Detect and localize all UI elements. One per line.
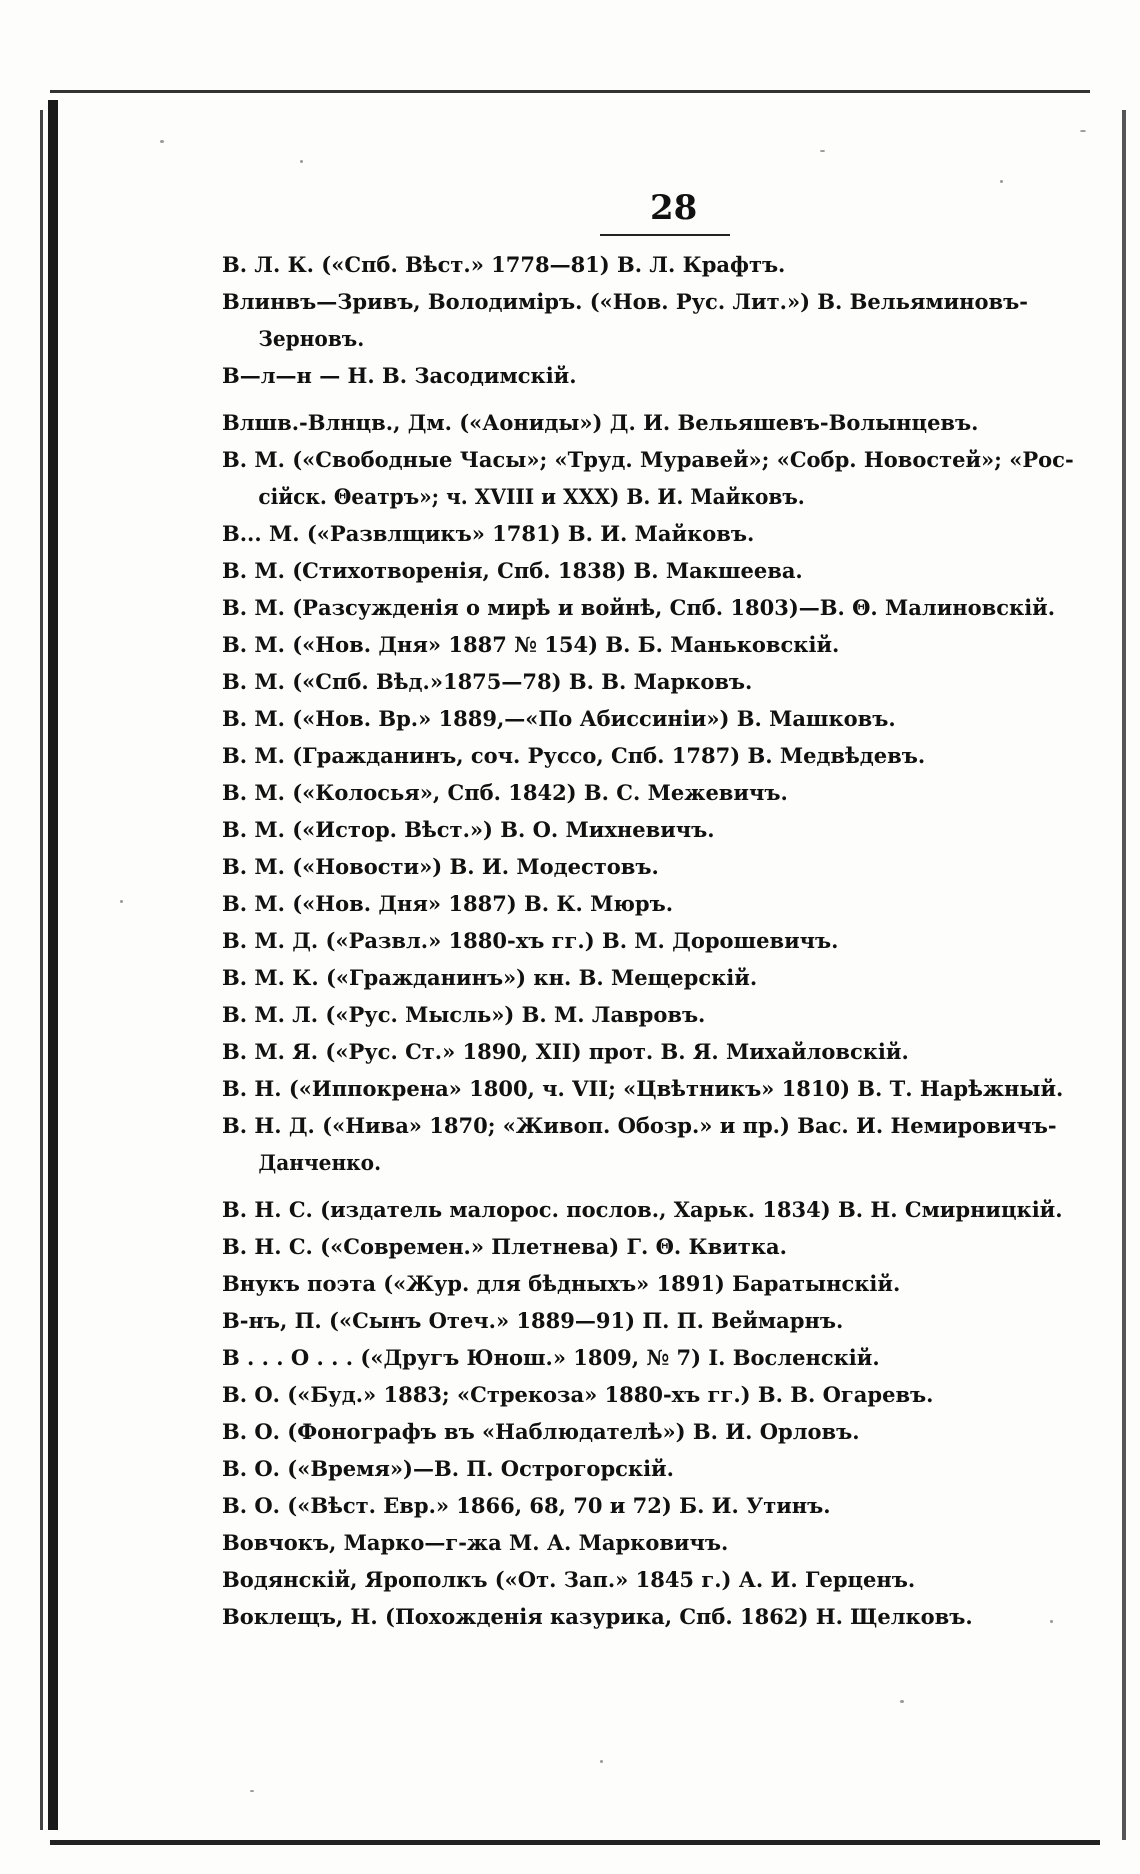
entry-line: В. О. («Вѣст. Евр.» 1866, 68, 70 и 72) Б. И. Утинъ. (222, 1493, 831, 1518)
entry-line: В... М. («Развлщикъ» 1781) В. И. Майковъ. (222, 521, 755, 546)
entry-line: В—л—н — Н. В. Засодимскiй. (222, 363, 577, 388)
page-border-top (50, 90, 1090, 93)
entry-line: Влшв.-Влнцв., Дм. («Аониды») Д. И. Вельяшевъ-Волынцевъ. (222, 410, 979, 435)
entry-line: В. О. («Время»)—В. П. Острогорскiй. (222, 1456, 674, 1481)
entry-line: В. Н. Д. («Нива» 1870; «Живоп. Обозр.» и пр.) Вас. И. Немировичъ- (222, 1113, 1057, 1138)
entry-line: Вовчокъ, Марко—г-жа М. А. Марковичъ. (222, 1530, 729, 1555)
entry-line: В. М. К. («Гражданинъ») кн. В. Мещерскiй. (222, 965, 758, 990)
entry-line: Влинвъ—Зривъ, Володимiръ. («Нов. Рус. Лит.») В. Вельяминовъ- (222, 289, 1028, 314)
page-border-right (1122, 110, 1126, 1840)
entry-list (222, 246, 1102, 1635)
scan-speckle (900, 1700, 904, 1703)
scan-speckle (120, 900, 123, 903)
scan-speckle (600, 1760, 603, 1763)
entry-line: В. Н. С. («Современ.» Плетнева) Г. Θ. Квитка. (222, 1234, 787, 1259)
entry-line: В. О. («Буд.» 1883; «Стрекоза» 1880-хъ гг.) В. В. Огаревъ. (222, 1382, 934, 1407)
entry-line: В . . . О . . . («Другъ Юнош.» 1809, № 7) I. Восленскiй. (222, 1345, 880, 1370)
entry-line: В. М. («Нов. Дня» 1887 № 154) В. Б. Маньковскiй. (222, 632, 840, 657)
page-border-left (48, 100, 58, 1830)
entry-line: В. М. (Гражданинъ, соч. Руссо, Спб. 1787) В. Медвѣдевъ. (222, 743, 926, 768)
entry-line-continuation: сiйск. Θеатръ»; ч. XVIII и XXX) В. И. Майковъ. (258, 484, 805, 509)
entry-line: В. М. («Нов. Дня» 1887) В. К. Мюръ. (222, 891, 674, 916)
page-border-left-inner (40, 110, 43, 1830)
scan-speckle (1080, 130, 1086, 132)
scan-speckle (820, 150, 825, 152)
entry-line: В. М. Л. («Рус. Мысль») В. М. Лавровъ. (222, 1002, 706, 1027)
scan-speckle (1050, 1620, 1053, 1623)
entry-line: Водянскiй, Ярополкъ («От. Зап.» 1845 г.) А. И. Герценъ. (222, 1567, 916, 1592)
scan-speckle (300, 160, 303, 163)
scan-speckle (160, 140, 164, 143)
page-border-bottom (50, 1840, 1100, 1845)
header-rule (600, 234, 730, 236)
entry-line: В. М. Д. («Развл.» 1880-хъ гг.) В. М. Дорошевичъ. (222, 928, 839, 953)
entry-line: В. Л. К. («Спб. Вѣст.» 1778—81) В. Л. Крафтъ. (222, 252, 786, 277)
scan-speckle (250, 1790, 254, 1792)
entry-line: В. М. («Истор. Вѣст.») В. О. Михневичъ. (222, 817, 715, 842)
entry-line: В. М. (Разсужденiя о мирѣ и войнѣ, Спб. 1803)—В. Θ. Малиновскiй. (222, 595, 1056, 620)
entry-line: В. Н. С. (издатель малорос. послов., Харьк. 1834) В. Н. Смирницкiй. (222, 1197, 1063, 1222)
entry-line-continuation: Зерновъ. (258, 326, 365, 351)
entry-line: В. М. («Спб. Вѣд.»1875—78) В. В. Марковъ. (222, 669, 753, 694)
entry-line: Внукъ поэта («Жур. для бѣдныхъ» 1891) Баратынскiй. (222, 1271, 901, 1296)
entry-line: В-нъ, П. («Сынъ Отеч.» 1889—91) П. П. Веймарнъ. (222, 1308, 844, 1333)
entry-line: В. М. («Нов. Вр.» 1889,—«По Абиссинiи») В. Машковъ. (222, 706, 896, 731)
entry-line: В. М. («Новости») В. И. Модестовъ. (222, 854, 659, 879)
entry-line: В. О. (Фонографъ въ «Наблюдателѣ») В. И. Орловъ. (222, 1419, 860, 1444)
entry-line-continuation: Данченко. (258, 1150, 382, 1175)
entry-line: В. М. («Колосья», Спб. 1842) В. С. Межевичъ. (222, 780, 788, 805)
entry-line: В. Н. («Иппокрена» 1800, ч. VII; «Цвѣтникъ» 1810) В. Т. Нарѣжный. (222, 1076, 1064, 1101)
entry-line: Воклещъ, Н. (Похожденiя казурика, Спб. 1862) Н. Щелковъ. (222, 1604, 973, 1629)
entry-line: В. М. («Свободные Часы»; «Труд. Муравей»; «Собр. Новостей»; «Рос- (222, 447, 1074, 472)
scan-speckle (1000, 180, 1003, 183)
page-number: 28 (650, 188, 698, 228)
entry-line: В. М. Я. («Рус. Ст.» 1890, XII) прот. В. Я. Михайловскiй. (222, 1039, 909, 1064)
entry-line: В. М. (Стихотворенiя, Спб. 1838) В. Макшеева. (222, 558, 803, 583)
